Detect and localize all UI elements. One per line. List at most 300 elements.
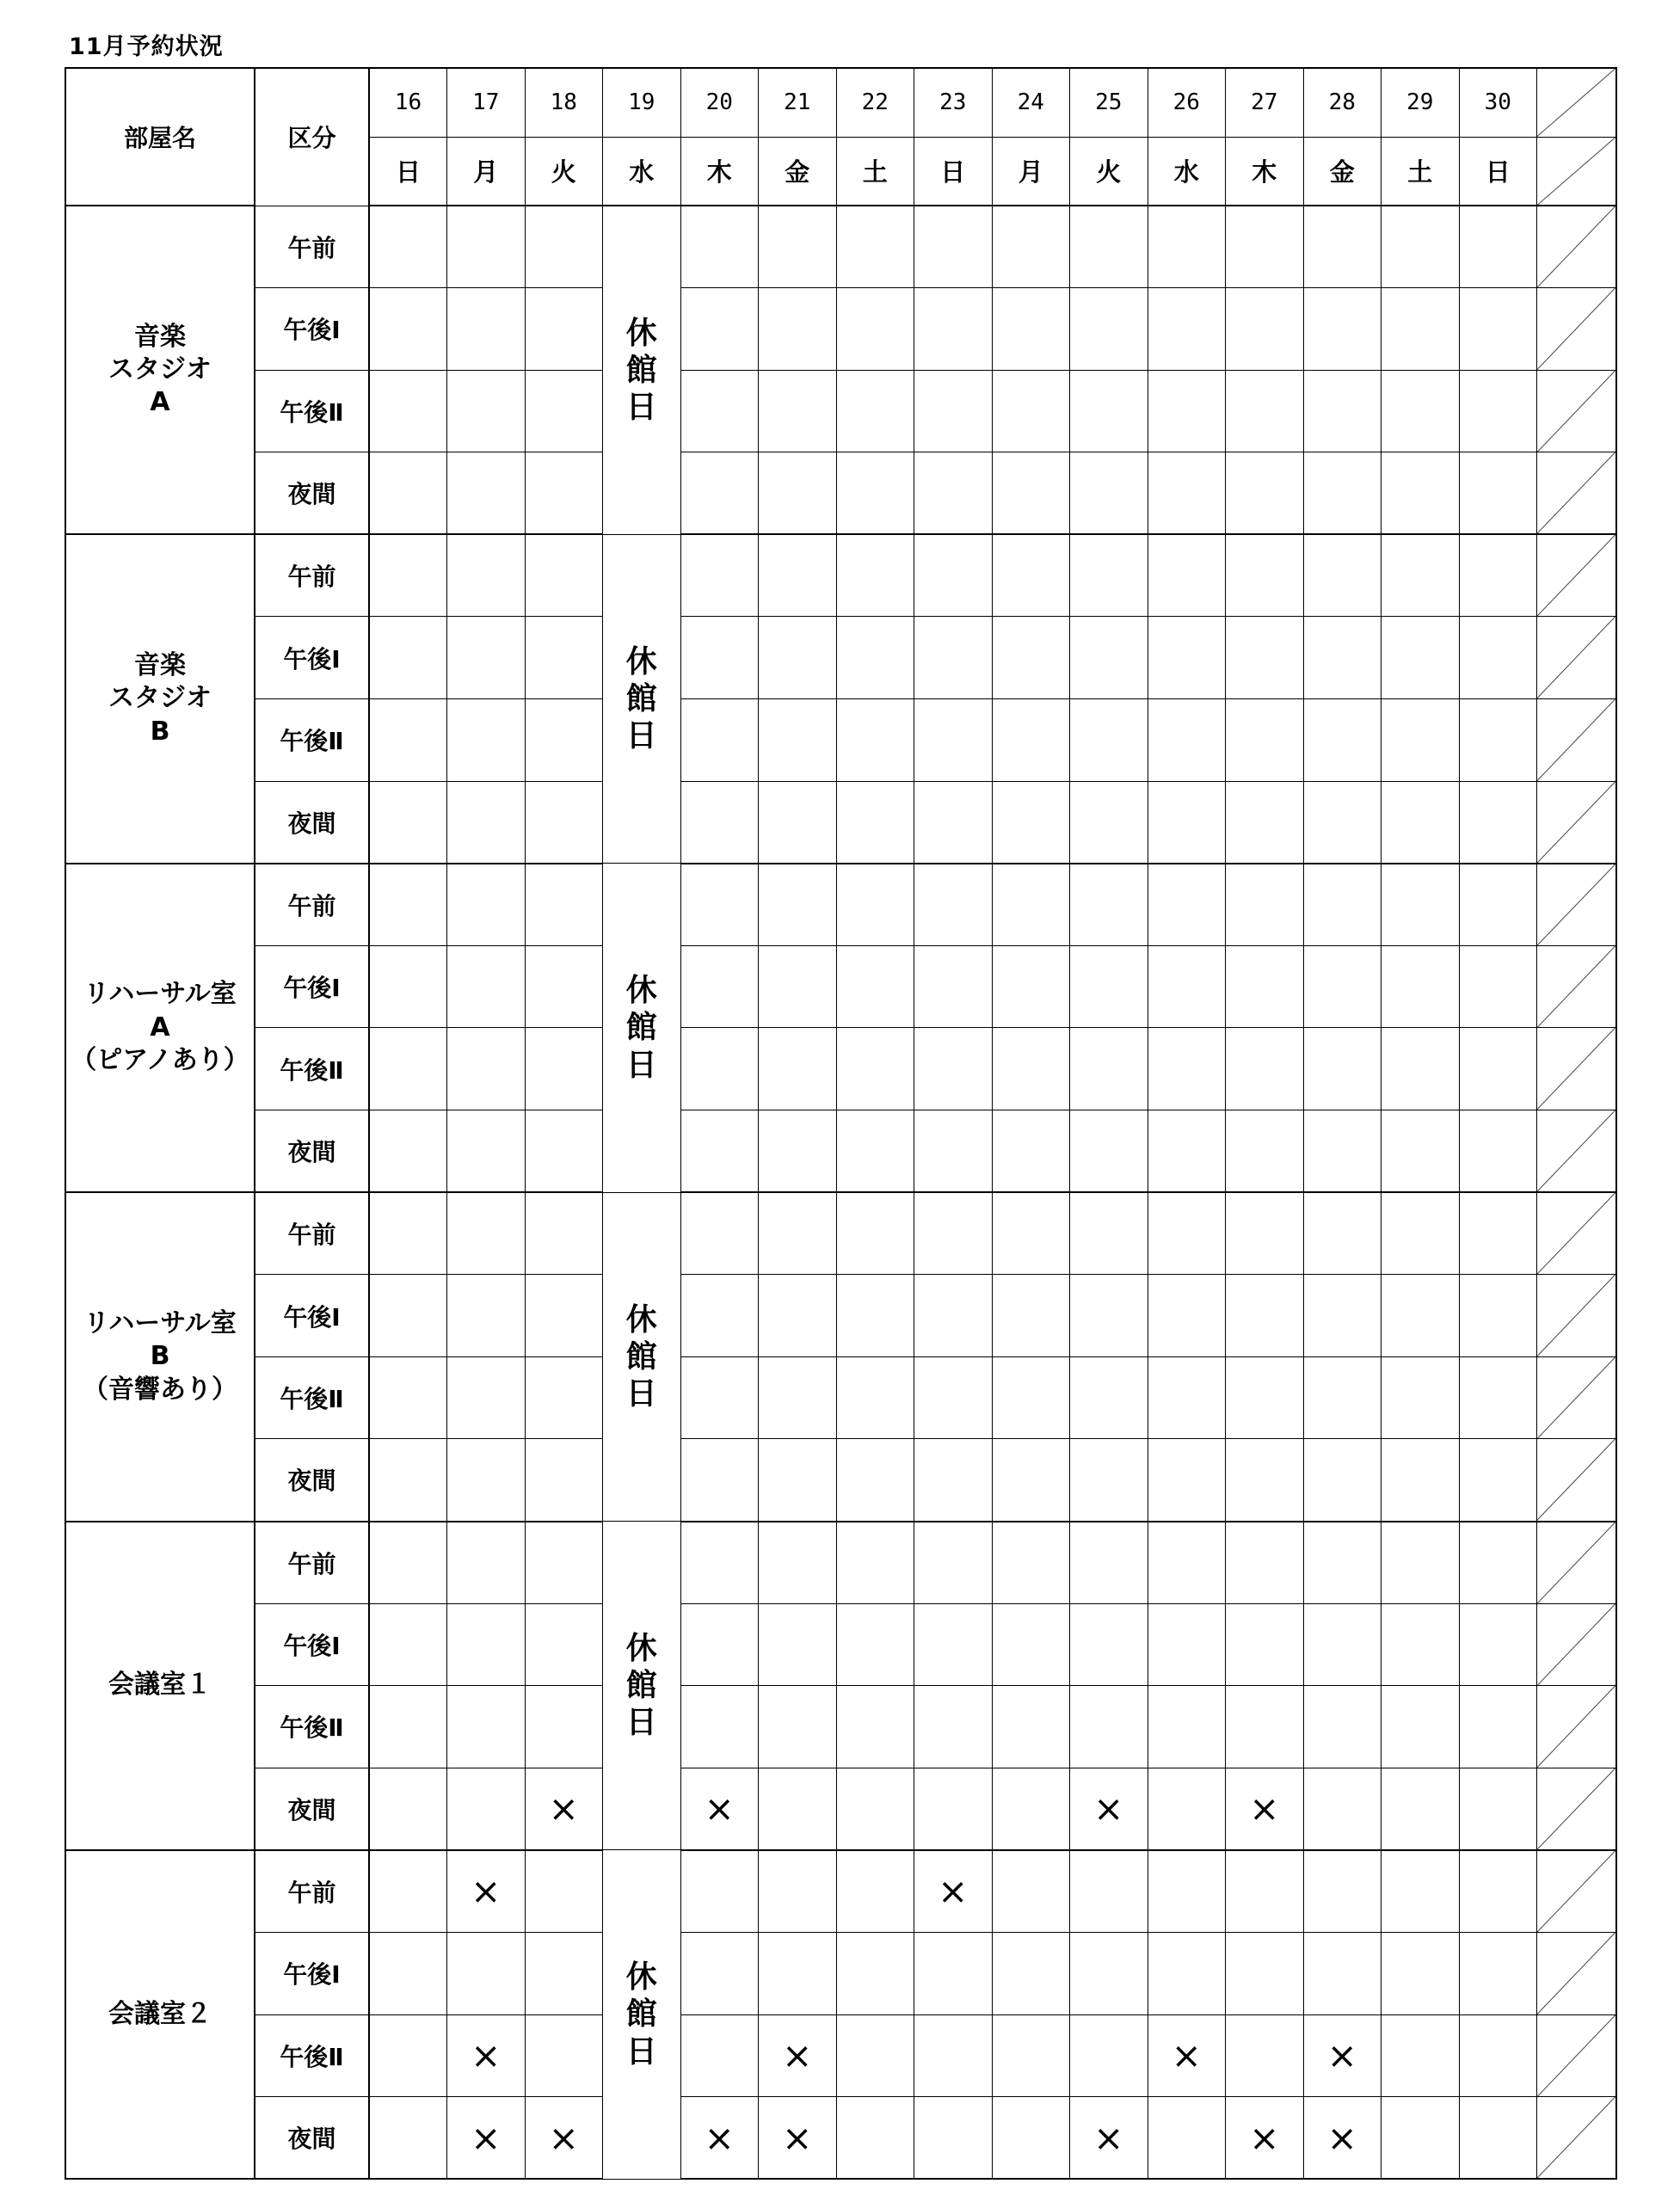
reservation-cell[interactable] [1070,1439,1148,1522]
reservation-cell[interactable] [992,1686,1070,1768]
reservation-cell[interactable] [992,1768,1070,1850]
reservation-cell[interactable] [1382,1768,1460,1850]
reservation-cell[interactable] [1226,1522,1304,1604]
reservation-cell[interactable] [914,781,993,864]
reservation-cell[interactable] [1303,2014,1382,2097]
reservation-cell[interactable] [369,206,447,288]
reservation-cell[interactable] [447,1686,526,1768]
reservation-cell[interactable] [914,1275,993,1357]
reservation-cell[interactable] [1226,452,1304,535]
reservation-cell[interactable] [914,1028,993,1110]
reservation-cell[interactable] [914,452,993,535]
reservation-cell[interactable] [1070,534,1148,617]
reservation-cell[interactable] [680,1356,759,1439]
reservation-cell[interactable] [525,1439,603,1522]
reservation-cell[interactable] [1382,2014,1460,2097]
reservation-cell[interactable] [759,1603,837,1686]
reservation-cell[interactable] [1459,1028,1537,1110]
reservation-cell[interactable] [1382,781,1460,864]
reservation-cell[interactable] [992,1932,1070,2014]
reservation-cell[interactable] [1070,617,1148,699]
reservation-cell[interactable] [1303,864,1382,946]
reservation-cell[interactable] [1070,1850,1148,1933]
reservation-cell[interactable] [992,864,1070,946]
reservation-cell[interactable] [1070,2014,1148,2097]
reservation-cell[interactable] [1303,1192,1382,1275]
reservation-cell[interactable] [1303,370,1382,452]
reservation-cell[interactable] [1070,2097,1148,2180]
reservation-cell[interactable] [1382,1275,1460,1357]
reservation-cell[interactable] [525,1192,603,1275]
reservation-cell[interactable] [759,1522,837,1604]
reservation-cell[interactable] [759,370,837,452]
reservation-cell[interactable] [1148,2014,1226,2097]
reservation-cell[interactable] [525,370,603,452]
reservation-cell[interactable] [525,1028,603,1110]
reservation-cell[interactable] [992,452,1070,535]
reservation-cell[interactable] [525,1356,603,1439]
reservation-cell[interactable] [1226,1110,1304,1193]
reservation-cell[interactable] [525,1603,603,1686]
reservation-cell[interactable] [447,370,526,452]
reservation-cell[interactable] [1226,1603,1304,1686]
reservation-cell[interactable] [992,534,1070,617]
reservation-cell[interactable] [680,2097,759,2180]
reservation-cell[interactable] [1303,206,1382,288]
reservation-cell[interactable] [680,1028,759,1110]
reservation-cell[interactable] [759,1192,837,1275]
reservation-cell[interactable] [369,1110,447,1193]
reservation-cell[interactable] [836,1603,914,1686]
reservation-cell[interactable] [1382,617,1460,699]
reservation-cell[interactable] [1148,534,1226,617]
reservation-cell[interactable] [1459,945,1537,1028]
reservation-cell[interactable] [759,1110,837,1193]
reservation-cell[interactable] [369,534,447,617]
reservation-cell[interactable] [992,1850,1070,1933]
reservation-cell[interactable] [1148,699,1226,782]
reservation-cell[interactable] [1226,1850,1304,1933]
reservation-cell[interactable] [1382,206,1460,288]
reservation-cell[interactable] [759,945,837,1028]
reservation-cell[interactable] [836,370,914,452]
reservation-cell[interactable] [1070,1686,1148,1768]
reservation-cell[interactable] [680,864,759,946]
reservation-cell[interactable] [1459,781,1537,864]
reservation-cell[interactable] [1148,864,1226,946]
reservation-cell[interactable] [525,206,603,288]
reservation-cell[interactable] [759,1850,837,1933]
reservation-cell[interactable] [1459,699,1537,782]
reservation-cell[interactable] [1303,1686,1382,1768]
reservation-cell[interactable] [914,2014,993,2097]
reservation-cell[interactable] [369,1028,447,1110]
reservation-cell[interactable] [525,1932,603,2014]
reservation-cell[interactable] [836,206,914,288]
reservation-cell[interactable] [1226,288,1304,371]
reservation-cell[interactable] [680,534,759,617]
reservation-cell[interactable] [759,1028,837,1110]
reservation-cell[interactable] [447,1522,526,1604]
reservation-cell[interactable] [836,288,914,371]
reservation-cell[interactable] [992,945,1070,1028]
reservation-cell[interactable] [680,452,759,535]
reservation-cell[interactable] [447,2014,526,2097]
reservation-cell[interactable] [1303,1439,1382,1522]
reservation-cell[interactable] [914,1932,993,2014]
reservation-cell[interactable] [1303,781,1382,864]
reservation-cell[interactable] [369,1192,447,1275]
reservation-cell[interactable] [836,1686,914,1768]
reservation-cell[interactable] [1226,1768,1304,1850]
reservation-cell[interactable] [447,1356,526,1439]
reservation-cell[interactable] [1226,1439,1304,1522]
reservation-cell[interactable] [369,452,447,535]
reservation-cell[interactable] [1303,1028,1382,1110]
reservation-cell[interactable] [1459,1356,1537,1439]
reservation-cell[interactable] [680,1768,759,1850]
reservation-cell[interactable] [1070,288,1148,371]
reservation-cell[interactable] [1459,1439,1537,1522]
reservation-cell[interactable] [1070,1192,1148,1275]
reservation-cell[interactable] [759,1356,837,1439]
reservation-cell[interactable] [1070,370,1148,452]
reservation-cell[interactable] [1226,206,1304,288]
reservation-cell[interactable] [1070,945,1148,1028]
reservation-cell[interactable] [1303,1768,1382,1850]
reservation-cell[interactable] [836,945,914,1028]
reservation-cell[interactable] [914,617,993,699]
reservation-cell[interactable] [369,945,447,1028]
reservation-cell[interactable] [680,370,759,452]
reservation-cell[interactable] [680,1439,759,1522]
reservation-cell[interactable] [914,1439,993,1522]
reservation-cell[interactable] [1303,617,1382,699]
reservation-cell[interactable] [1148,1932,1226,2014]
reservation-cell[interactable] [914,206,993,288]
reservation-cell[interactable] [525,864,603,946]
reservation-cell[interactable] [1148,206,1226,288]
reservation-cell[interactable] [836,699,914,782]
reservation-cell[interactable] [992,1356,1070,1439]
reservation-cell[interactable] [1303,452,1382,535]
reservation-cell[interactable] [1148,1439,1226,1522]
reservation-cell[interactable] [369,1275,447,1357]
reservation-cell[interactable] [914,370,993,452]
reservation-cell[interactable] [680,699,759,782]
reservation-cell[interactable] [680,1932,759,2014]
reservation-cell[interactable] [914,945,993,1028]
reservation-cell[interactable] [992,1522,1070,1604]
reservation-cell[interactable] [1382,1439,1460,1522]
reservation-cell[interactable] [1303,288,1382,371]
reservation-cell[interactable] [1459,288,1537,371]
reservation-cell[interactable] [1226,1356,1304,1439]
reservation-cell[interactable] [759,206,837,288]
reservation-cell[interactable] [1382,452,1460,535]
reservation-cell[interactable] [447,699,526,782]
reservation-cell[interactable] [1226,370,1304,452]
reservation-cell[interactable] [836,1522,914,1604]
reservation-cell[interactable] [525,288,603,371]
reservation-cell[interactable] [1382,945,1460,1028]
reservation-cell[interactable] [1303,1275,1382,1357]
reservation-cell[interactable] [1459,1686,1537,1768]
reservation-cell[interactable] [836,1439,914,1522]
reservation-cell[interactable] [1226,617,1304,699]
reservation-cell[interactable] [680,206,759,288]
reservation-cell[interactable] [447,534,526,617]
reservation-cell[interactable] [1070,1603,1148,1686]
reservation-cell[interactable] [836,1110,914,1193]
reservation-cell[interactable] [836,1768,914,1850]
reservation-cell[interactable] [836,781,914,864]
reservation-cell[interactable] [680,288,759,371]
reservation-cell[interactable] [1148,617,1226,699]
reservation-cell[interactable] [1226,699,1304,782]
reservation-cell[interactable] [680,1192,759,1275]
reservation-cell[interactable] [759,699,837,782]
reservation-cell[interactable] [447,2097,526,2180]
reservation-cell[interactable] [525,617,603,699]
reservation-cell[interactable] [680,1110,759,1193]
reservation-cell[interactable] [1226,1275,1304,1357]
reservation-cell[interactable] [1459,1603,1537,1686]
reservation-cell[interactable] [992,2097,1070,2180]
reservation-cell[interactable] [1303,1110,1382,1193]
reservation-cell[interactable] [1070,1110,1148,1193]
reservation-cell[interactable] [1459,1850,1537,1933]
reservation-cell[interactable] [369,864,447,946]
reservation-cell[interactable] [759,288,837,371]
reservation-cell[interactable] [680,1603,759,1686]
reservation-cell[interactable] [447,1439,526,1522]
reservation-cell[interactable] [759,781,837,864]
reservation-cell[interactable] [836,2097,914,2180]
reservation-cell[interactable] [1382,699,1460,782]
reservation-cell[interactable] [525,534,603,617]
reservation-cell[interactable] [1148,1768,1226,1850]
reservation-cell[interactable] [1148,945,1226,1028]
reservation-cell[interactable] [525,452,603,535]
reservation-cell[interactable] [992,1275,1070,1357]
reservation-cell[interactable] [680,781,759,864]
reservation-cell[interactable] [1148,781,1226,864]
reservation-cell[interactable] [1070,206,1148,288]
reservation-cell[interactable] [1382,864,1460,946]
reservation-cell[interactable] [1459,1110,1537,1193]
reservation-cell[interactable] [369,288,447,371]
reservation-cell[interactable] [992,1110,1070,1193]
reservation-cell[interactable] [1459,1275,1537,1357]
reservation-cell[interactable] [1303,1522,1382,1604]
reservation-cell[interactable] [836,1932,914,2014]
reservation-cell[interactable] [1382,1932,1460,2014]
reservation-cell[interactable] [1459,617,1537,699]
reservation-cell[interactable] [369,1356,447,1439]
reservation-cell[interactable] [836,1356,914,1439]
reservation-cell[interactable] [914,1768,993,1850]
reservation-cell[interactable] [1459,1932,1537,2014]
reservation-cell[interactable] [992,699,1070,782]
reservation-cell[interactable] [369,2097,447,2180]
reservation-cell[interactable] [992,1603,1070,1686]
reservation-cell[interactable] [525,2097,603,2180]
reservation-cell[interactable] [759,617,837,699]
reservation-cell[interactable] [447,1028,526,1110]
reservation-cell[interactable] [1459,370,1537,452]
reservation-cell[interactable] [992,1439,1070,1522]
reservation-cell[interactable] [992,1192,1070,1275]
reservation-cell[interactable] [1459,2097,1537,2180]
reservation-cell[interactable] [447,206,526,288]
reservation-cell[interactable] [1226,864,1304,946]
reservation-cell[interactable] [1303,534,1382,617]
reservation-cell[interactable] [1148,1522,1226,1604]
reservation-cell[interactable] [525,1522,603,1604]
reservation-cell[interactable] [447,617,526,699]
reservation-cell[interactable] [1148,1275,1226,1357]
reservation-cell[interactable] [992,206,1070,288]
reservation-cell[interactable] [836,452,914,535]
reservation-cell[interactable] [1070,1522,1148,1604]
reservation-cell[interactable] [914,2097,993,2180]
reservation-cell[interactable] [1382,1522,1460,1604]
reservation-cell[interactable] [914,288,993,371]
reservation-cell[interactable] [525,1850,603,1933]
reservation-cell[interactable] [1226,945,1304,1028]
reservation-cell[interactable] [914,1522,993,1604]
reservation-cell[interactable] [525,945,603,1028]
reservation-cell[interactable] [1459,2014,1537,2097]
reservation-cell[interactable] [1226,781,1304,864]
reservation-cell[interactable] [1070,452,1148,535]
reservation-cell[interactable] [1303,1932,1382,2014]
reservation-cell[interactable] [525,1686,603,1768]
reservation-cell[interactable] [1070,1275,1148,1357]
reservation-cell[interactable] [1382,1356,1460,1439]
reservation-cell[interactable] [1303,1356,1382,1439]
reservation-cell[interactable] [447,1603,526,1686]
reservation-cell[interactable] [369,370,447,452]
reservation-cell[interactable] [1070,1932,1148,2014]
reservation-cell[interactable] [525,1768,603,1850]
reservation-cell[interactable] [1148,452,1226,535]
reservation-cell[interactable] [1226,2097,1304,2180]
reservation-cell[interactable] [447,1932,526,2014]
reservation-cell[interactable] [1303,2097,1382,2180]
reservation-cell[interactable] [1148,1110,1226,1193]
reservation-cell[interactable] [1382,1686,1460,1768]
reservation-cell[interactable] [369,1603,447,1686]
reservation-cell[interactable] [836,1192,914,1275]
reservation-cell[interactable] [759,1439,837,1522]
reservation-cell[interactable] [1226,1932,1304,2014]
reservation-cell[interactable] [369,1932,447,2014]
reservation-cell[interactable] [914,1603,993,1686]
reservation-cell[interactable] [680,1275,759,1357]
reservation-cell[interactable] [836,1850,914,1933]
reservation-cell[interactable] [1382,1850,1460,1933]
reservation-cell[interactable] [1459,1522,1537,1604]
reservation-cell[interactable] [447,781,526,864]
reservation-cell[interactable] [914,1192,993,1275]
reservation-cell[interactable] [914,1850,993,1933]
reservation-cell[interactable] [992,617,1070,699]
reservation-cell[interactable] [1303,1603,1382,1686]
reservation-cell[interactable] [914,1356,993,1439]
reservation-cell[interactable] [525,1110,603,1193]
reservation-cell[interactable] [369,781,447,864]
reservation-cell[interactable] [447,288,526,371]
reservation-cell[interactable] [1382,1110,1460,1193]
reservation-cell[interactable] [1226,2014,1304,2097]
reservation-cell[interactable] [992,781,1070,864]
reservation-cell[interactable] [525,699,603,782]
reservation-cell[interactable] [680,2014,759,2097]
reservation-cell[interactable] [369,1439,447,1522]
reservation-cell[interactable] [914,534,993,617]
reservation-cell[interactable] [836,617,914,699]
reservation-cell[interactable] [1148,1850,1226,1933]
reservation-cell[interactable] [369,1768,447,1850]
reservation-cell[interactable] [1303,945,1382,1028]
reservation-cell[interactable] [759,864,837,946]
reservation-cell[interactable] [759,1275,837,1357]
reservation-cell[interactable] [680,1522,759,1604]
reservation-cell[interactable] [680,1686,759,1768]
reservation-cell[interactable] [1070,781,1148,864]
reservation-cell[interactable] [1070,864,1148,946]
reservation-cell[interactable] [1148,1028,1226,1110]
reservation-cell[interactable] [1148,2097,1226,2180]
reservation-cell[interactable] [447,452,526,535]
reservation-cell[interactable] [447,945,526,1028]
reservation-cell[interactable] [836,2014,914,2097]
reservation-cell[interactable] [1459,1192,1537,1275]
reservation-cell[interactable] [1382,1603,1460,1686]
reservation-cell[interactable] [680,617,759,699]
reservation-cell[interactable] [1070,1356,1148,1439]
reservation-cell[interactable] [525,781,603,864]
reservation-cell[interactable] [1148,1192,1226,1275]
reservation-cell[interactable] [836,864,914,946]
reservation-cell[interactable] [369,617,447,699]
reservation-cell[interactable] [447,1110,526,1193]
reservation-cell[interactable] [525,2014,603,2097]
reservation-cell[interactable] [1070,1028,1148,1110]
reservation-cell[interactable] [369,1850,447,1933]
reservation-cell[interactable] [914,1686,993,1768]
reservation-cell[interactable] [1148,1686,1226,1768]
reservation-cell[interactable] [1459,206,1537,288]
reservation-cell[interactable] [447,864,526,946]
reservation-cell[interactable] [1459,1768,1537,1850]
reservation-cell[interactable] [680,1850,759,1933]
reservation-cell[interactable] [447,1768,526,1850]
reservation-cell[interactable] [1226,1028,1304,1110]
reservation-cell[interactable] [914,699,993,782]
reservation-cell[interactable] [369,1522,447,1604]
reservation-cell[interactable] [1382,288,1460,371]
reservation-cell[interactable] [759,2097,837,2180]
reservation-cell[interactable] [759,452,837,535]
reservation-cell[interactable] [1148,288,1226,371]
reservation-cell[interactable] [525,1275,603,1357]
reservation-cell[interactable] [1226,534,1304,617]
reservation-cell[interactable] [914,864,993,946]
reservation-cell[interactable] [1303,1850,1382,1933]
